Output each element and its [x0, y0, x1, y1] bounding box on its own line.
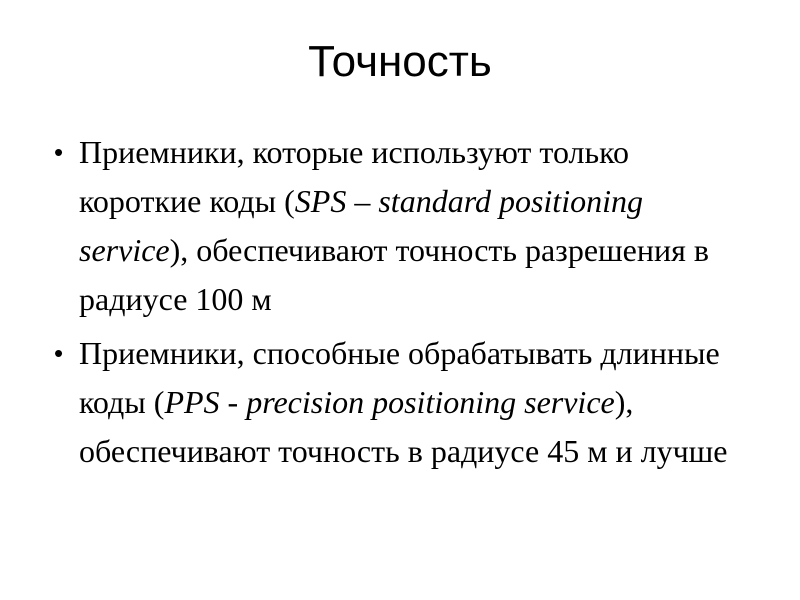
- bullet-marker: •: [54, 137, 64, 167]
- bullet-text-part: Приемники, способные обрабатывать длинные коды (: [79, 335, 720, 420]
- bullet-text-italic: PPS - precision positioning service: [164, 384, 615, 420]
- bullet-item: [54, 329, 754, 476]
- bullet-text: [79, 134, 709, 317]
- bullet-text-part: Приемники, которые используют только короткие коды (: [79, 134, 630, 219]
- bullet-marker: •: [54, 338, 64, 368]
- bullet-text-part: ), обеспечивают точность разрешения в радиусе 100 м: [79, 232, 709, 317]
- slide-title: Точность: [308, 37, 492, 86]
- bullet-text-part: ), обеспечивают точность в радиусе 45 м и лучше: [79, 384, 728, 469]
- bullet-text-italic: SPS – standard positioning service: [79, 183, 643, 268]
- bullet-list: [54, 128, 754, 481]
- bullet-text: [79, 335, 728, 469]
- bullet-item: [54, 128, 754, 324]
